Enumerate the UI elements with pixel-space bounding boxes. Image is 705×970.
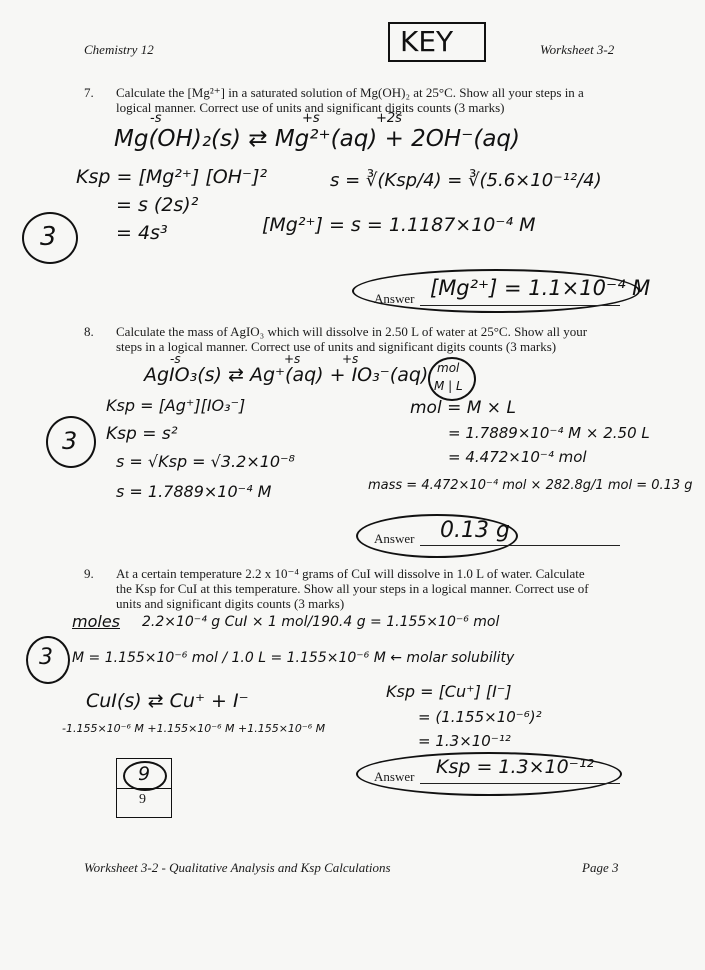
q9-equation: CuI(s) ⇄ Cu⁺ + I⁻ <box>86 690 249 712</box>
q8-ksp-s2: Ksp = s² <box>106 424 178 444</box>
q9-changes: -1.155×10⁻⁶ M +1.155×10⁻⁶ M +1.155×10⁻⁶ M <box>62 722 326 735</box>
q8-mol-step3: = 4.472×10⁻⁴ mol <box>448 448 587 466</box>
q8-mark-circle <box>46 416 96 468</box>
page-number: Page 3 <box>582 860 619 875</box>
q7-answer-line <box>420 305 620 306</box>
q8-number: 8. <box>84 324 94 339</box>
q9-molarity: M = 1.155×10⁻⁶ mol / 1.0 L = 1.155×10⁻⁶ M ← molar solubility <box>72 650 515 666</box>
q7-answer: [Mg²⁺] = 1.1×10⁻⁴ M <box>430 276 651 300</box>
q8-change-1: -s <box>170 352 181 366</box>
score-earned: 9 <box>138 763 151 785</box>
q8-mark: 3 <box>62 427 78 455</box>
q9-text-line2: the Ksp for CuI at this temperature. Show all your steps in a logical manner. Correct use of <box>116 581 589 596</box>
q9-text-line3: units and significant digits counts (3 marks) <box>116 596 345 611</box>
q7-answer-label: Answer <box>374 291 415 306</box>
q9-answer-line <box>420 783 620 784</box>
key-stamp <box>388 22 486 62</box>
q7-mark-circle <box>22 212 78 264</box>
q9-ksp-step2: = (1.155×10⁻⁶)² <box>418 708 542 726</box>
score-total: 9 <box>139 792 146 807</box>
q7-s-equation: s = ∛(Ksp/4) = ∛(5.6×10⁻¹²/4) <box>330 170 602 191</box>
q7-change-1: -s <box>150 111 162 126</box>
q8-answer-label: Answer <box>374 531 415 546</box>
q9-answer: Ksp = 1.3×10⁻¹² <box>436 756 594 778</box>
q8-triangle-circle <box>428 357 476 401</box>
q9-number: 9. <box>84 566 94 581</box>
key-label: KEY <box>400 25 454 58</box>
q7-ksp-expression: Ksp = [Mg²⁺] [OH⁻]² <box>76 166 268 188</box>
q9-answer-label: Answer <box>374 769 415 784</box>
course-title: Chemistry 12 <box>84 42 154 57</box>
worksheet-title: Worksheet 3-2 <box>540 42 615 57</box>
q8-answer: 0.13 g <box>440 518 510 543</box>
q7-mark: 3 <box>40 222 57 252</box>
q7-text-line2: logical manner. Correct use of units and significant digits counts (3 marks) <box>116 100 505 115</box>
score-earned-circle <box>123 761 167 791</box>
q7-equation: Mg(OH)₂(s) ⇄ Mg²⁺(aq) + 2OH⁻(aq) <box>114 126 520 152</box>
q8-s-sqrt: s = √Ksp = √3.2×10⁻⁸ <box>116 452 295 471</box>
q9-moles-calc: 2.2×10⁻⁴ g CuI × 1 mol/190.4 g = 1.155×10⁻⁶ mol <box>142 614 500 630</box>
q7-ksp-step3: = 4s³ <box>116 222 168 244</box>
q8-triangle-bottom: M | L <box>434 379 463 393</box>
q9-text-line1: At a certain temperature 2.2 x 10⁻⁴ grams of CuI will dissolve in 1.0 L of water. Calculate <box>116 566 585 581</box>
score-divider <box>117 788 171 789</box>
q8-equation: AgIO₃(s) ⇄ Ag⁺(aq) + IO₃⁻(aq) <box>144 364 429 386</box>
q8-mol-step2: = 1.7889×10⁻⁴ M × 2.50 L <box>448 424 650 442</box>
q8-triangle-top: mol <box>437 361 460 375</box>
footer-title: Worksheet 3-2 - Qualitative Analysis and Ksp Calculations <box>84 860 391 875</box>
q8-change-2: +s <box>284 352 301 366</box>
q8-mol-formula: mol = M × L <box>410 398 516 418</box>
q9-ksp-step3: = 1.3×10⁻¹² <box>418 732 511 750</box>
q8-text-line1: Calculate the mass of AgIO₃ which will dissolve in 2.50 L of water at 25°C. Show all your <box>116 324 588 339</box>
q7-mg-result: [Mg²⁺] = s = 1.1187×10⁻⁴ M <box>262 214 536 236</box>
q9-mark: 3 <box>39 645 53 670</box>
q8-answer-line <box>420 545 620 546</box>
q7-change-3: +2s <box>376 111 402 126</box>
q8-ksp-expression: Ksp = [Ag⁺][IO₃⁻] <box>106 396 246 415</box>
q7-text-line1: Calculate the [Mg²⁺] in a saturated solution of Mg(OH)₂ at 25°C. Show all your steps in a <box>116 85 584 100</box>
q7-ksp-step2: = s (2s)² <box>116 194 199 216</box>
q8-s-value: s = 1.7889×10⁻⁴ M <box>116 482 272 501</box>
q8-mass: mass = 4.472×10⁻⁴ mol × 282.8g/1 mol = 0.13 g <box>368 478 693 493</box>
q7-number: 7. <box>84 85 94 100</box>
q7-change-2: +s <box>302 111 320 126</box>
q8-text-line2: steps in a logical manner. Correct use of units and significant digits counts (3 marks) <box>116 339 557 354</box>
score-box <box>116 758 172 818</box>
q8-change-3: +s <box>342 352 359 366</box>
q9-mark-circle <box>26 636 70 684</box>
q9-ksp-expression: Ksp = [Cu⁺] [I⁻] <box>386 682 512 701</box>
q9-moles-label: moles <box>72 612 120 631</box>
